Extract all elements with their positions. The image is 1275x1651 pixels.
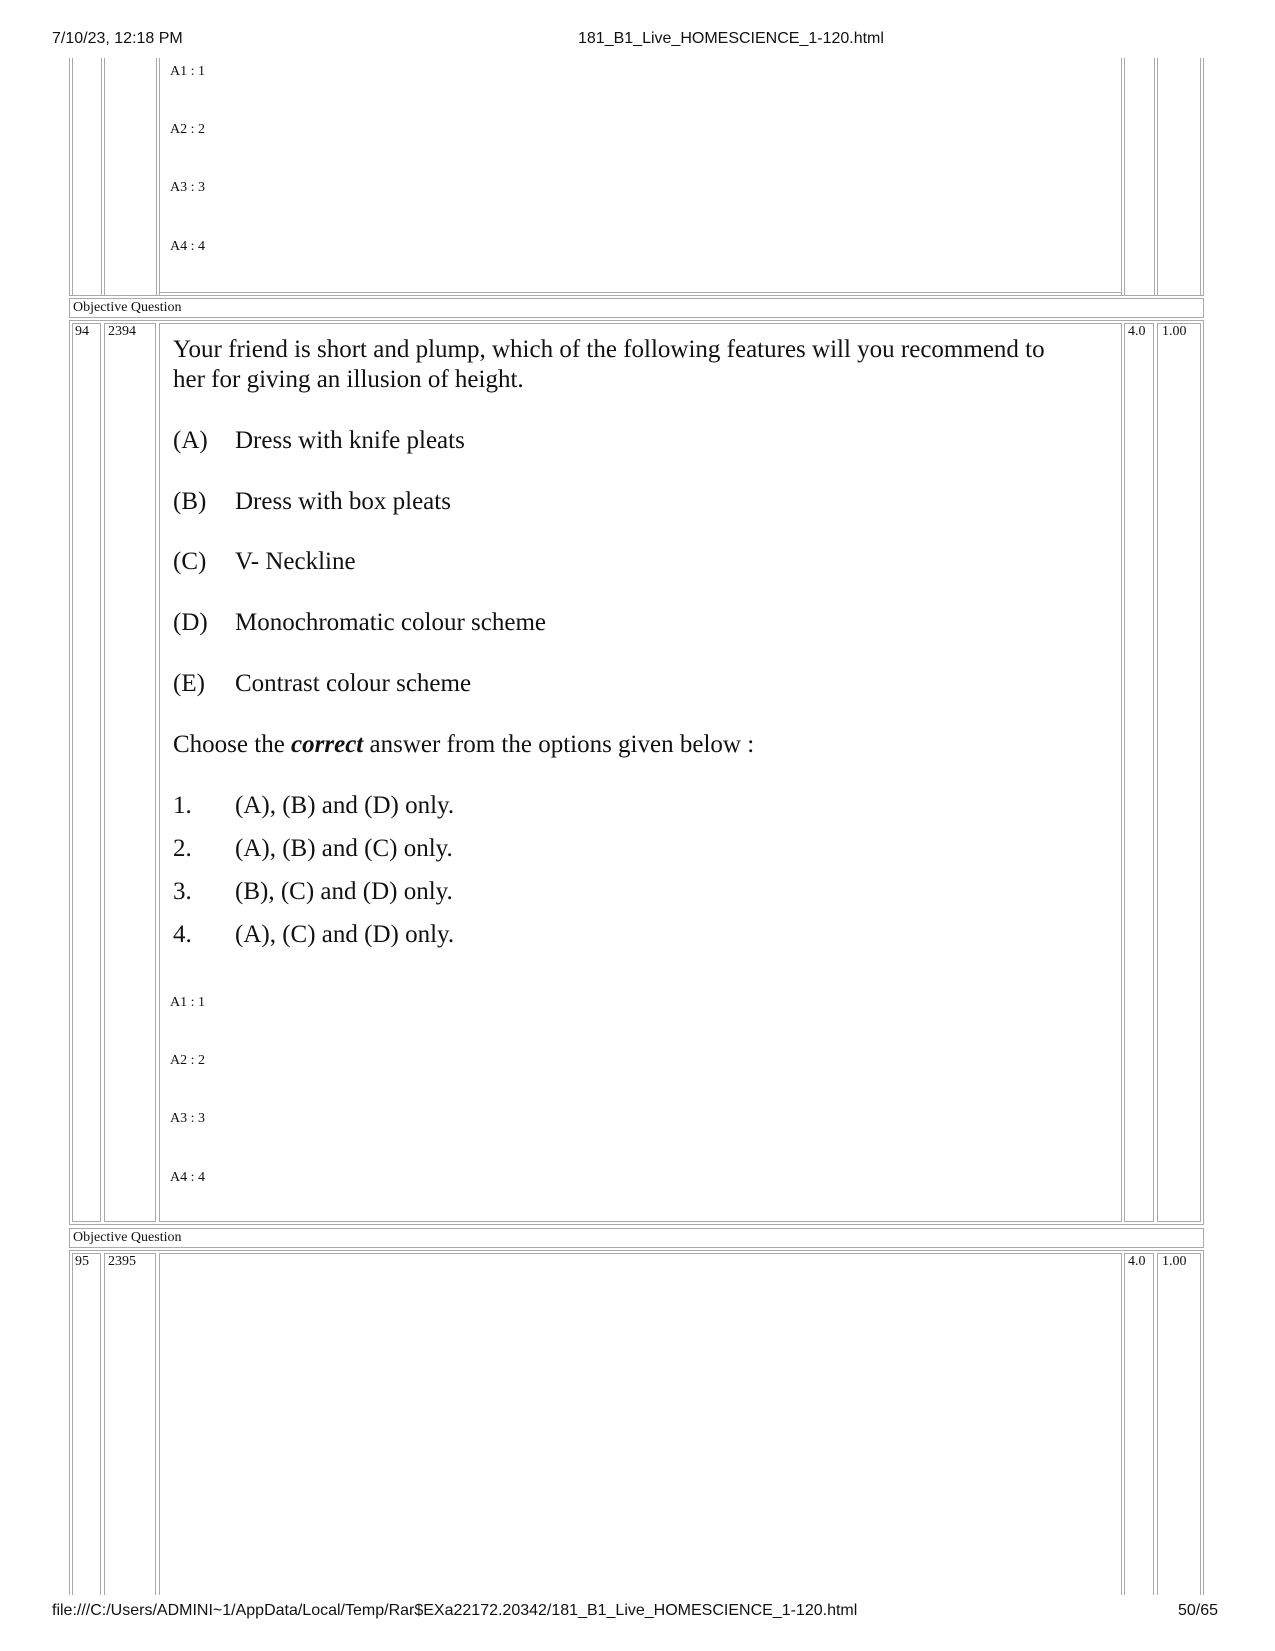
statement-text-e: Contrast colour scheme [235,670,472,697]
prev-answer-1: A1 : 1 [170,64,205,79]
print-datetime: 7/10/23, 12:18 PM [52,30,183,47]
negative-marks-cell [1157,323,1201,1222]
statement-text-d: Monochromatic colour scheme [235,609,547,636]
marks-value: 4.0 [1128,324,1146,339]
section-label-box [69,1228,1204,1248]
prev-answer-4: A4 : 4 [170,239,205,254]
answer-option-4: A4 : 4 [170,1170,205,1185]
question-body-cell [159,323,1122,1222]
serial-cell [72,323,101,1222]
choice-text-3: (B), (C) and (D) only. [235,878,453,905]
prev-answer-2: A2 : 2 [170,122,205,137]
question-stem-line-1: Your friend is short and plump, which of the following features will you recommend to [173,336,1045,363]
section-label: Objective Question [73,1230,182,1245]
answer-option-3: A3 : 3 [170,1111,205,1126]
section-label: Objective Question [73,300,182,315]
question-id-cell [104,323,156,1222]
question-id-cell [104,1253,156,1595]
statement-label-a: (A) [173,427,208,454]
choice-text-1: (A), (B) and (D) only. [235,792,455,819]
marks-cell [1124,1253,1154,1595]
section-label-box [69,298,1204,318]
statement-text-b: Dress with box pleats [235,488,451,515]
statement-label-d: (D) [173,609,208,636]
marks-value: 4.0 [1128,1254,1146,1269]
question-body-cell [159,1253,1122,1595]
statement-text-c: V- Neckline [235,548,356,575]
statement-text-a: Dress with knife pleats [235,427,465,454]
choice-number-3: 3. [173,878,192,905]
serial-number: 95 [75,1254,89,1269]
marks-cell [1124,323,1154,1222]
serial-cell [72,1253,101,1595]
question-id: 2395 [108,1254,136,1269]
serial-number: 94 [75,324,89,339]
answer-option-2: A2 : 2 [170,1053,205,1068]
negative-marks-value: 1.00 [1162,1254,1187,1269]
choice-text-4: (A), (C) and (D) only. [235,921,455,948]
print-doc-title: 181_B1_Live_HOMESCIENCE_1-120.html [578,30,884,47]
print-file-path: file:///C:/Users/ADMINI~1/AppData/Local/Temp/Rar$EXa22172.20342/181_B1_Live_HOMESCIENCE_1-120.html [52,1602,858,1619]
choice-text-2: (A), (B) and (C) only. [235,835,453,862]
statement-label-c: (C) [173,548,207,575]
prev-answer-3: A3 : 3 [170,180,205,195]
question-id: 2394 [108,324,136,339]
question-stem-line-2: her for giving an illusion of height. [173,366,524,393]
instruction-post: answer from the options given below : [363,731,755,758]
instruction-pre: Choose the [173,731,292,758]
answer-option-1: A1 : 1 [170,995,205,1010]
negative-marks-cell [1157,1253,1201,1595]
instruction [173,731,754,759]
instruction-emphasis: correct [291,731,364,758]
negative-marks-value: 1.00 [1162,324,1187,339]
statement-label-e: (E) [173,670,205,697]
choice-number-1: 1. [173,792,192,819]
choice-number-4: 4. [173,921,192,948]
choice-number-2: 2. [173,835,192,862]
statement-label-b: (B) [173,488,207,515]
print-page-number: 50/65 [1178,1602,1219,1619]
